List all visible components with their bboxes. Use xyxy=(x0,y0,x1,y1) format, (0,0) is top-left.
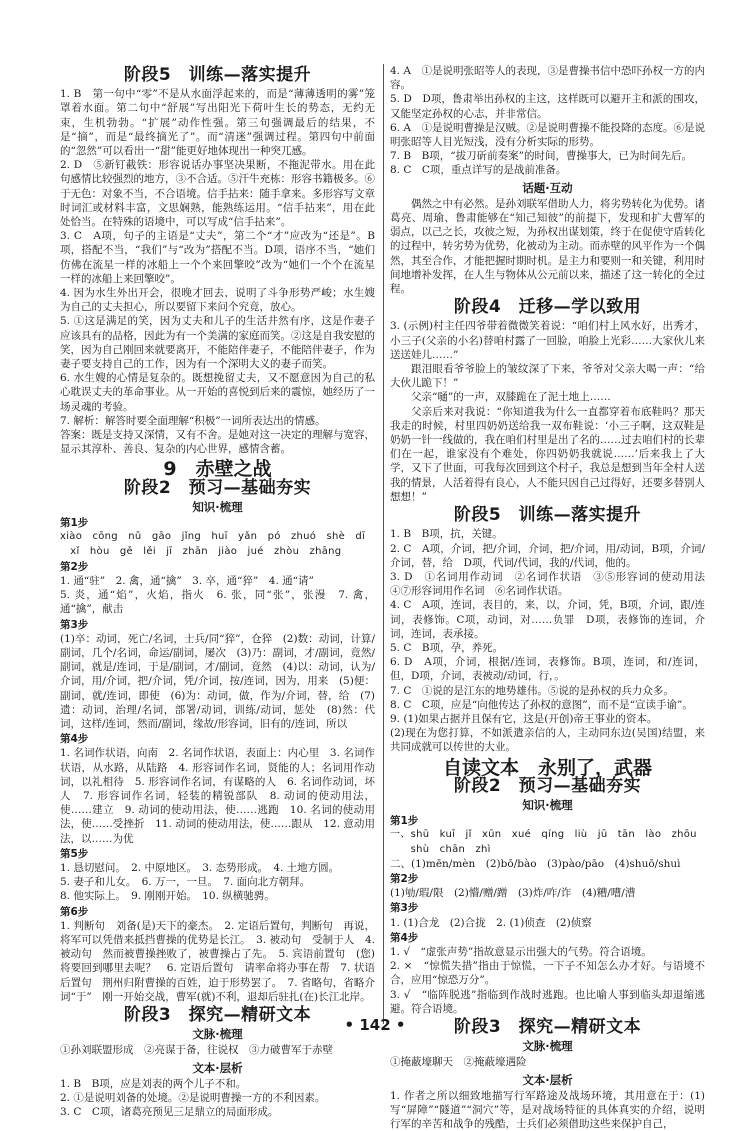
answer-item: 1. B 第一句中“零”不是从水面浮起来的，而是“薄薄透明的雾”笼罩着水面。第二句中“舒展”写出阳光下荷叶生长的势态，无约无束，生机勃勃。“扩展”动作性强。第三句强调最后的结果，不是“摘”，而是“最终摘光了”。而“清迷”强调过程。第四句中前面的“忽然”可以看出一“甜”能更好地体现出一种突兀感。 xyxy=(60,88,375,158)
step-label: 第1步 xyxy=(390,815,419,828)
answer-item: 7. B B项，“拔刀斫前奏案”的时间，曹操事大，已为时间先后。 xyxy=(390,150,693,163)
stage-heading-preview: 阶段2 预习—基础夯实 xyxy=(123,477,312,498)
step-label: 第5步 xyxy=(60,847,89,860)
subheading-knowledge: 知识·梳理 xyxy=(522,797,573,812)
subheading-topic: 话题·互动 xyxy=(522,180,573,195)
pinyin-line: xǐ hòu gě lěi jī zhān jiào jué zhòu zhāng xyxy=(60,545,342,557)
step-label: 第6步 xyxy=(60,905,89,918)
answer-item: 1. 作者之所以细致地描写行军路途及战场环境，其用意在于：(1)写“屏障”“隧道”“洞穴”等，是对战场特征的具体真实的介绍，说明行军的辛苦和战争的残酷，士兵们必须借助这些来保护自己， xyxy=(390,1089,705,1131)
right-column xyxy=(390,64,716,1131)
step-label: 第2步 xyxy=(60,560,89,573)
answer-paragraph: (1)卒：动词，死亡/名词，士兵/同“猝”，仓猝 (2)数：动词，计算/副词，几个/名词，命运/副词，屡次 (3)乃：副词，才/副词，竟然/副词，就是/连词，于是/副词，才/副词，竟然 (4)以：动词，认为/介词，用/介词，把/介词，凭/介词，按/连词，因为，用来 (5)便：副词，就/连词，即使 (6)为：动词，做，作为/介词，替，给 (7)遗：动词，治理/名词，部署/动词，训练/动词，惩处 (8)然：代词，这样/连词，然而/副词，缘故/形容词，旧有的/连词，所以 xyxy=(60,632,375,730)
chapter-title: 自读文本 永别了，武器 xyxy=(442,756,652,779)
answer-item: 7. C ①说的是江东的地势雄伟。⑤说的是孙权的兵力众多。 xyxy=(390,684,674,697)
stage-heading-preview: 阶段2 预习—基础夯实 xyxy=(453,775,642,796)
stage-heading-transfer: 阶段4 迁移—学以致用 xyxy=(453,297,642,318)
stage-heading-explore: 阶段3 探究—精研文本 xyxy=(453,1017,642,1037)
answer-item: 3. √ “临阵脱逃”指临到作战时逃跑。也比喻人事到临头却退缩逃避。符合语境。 xyxy=(390,988,705,1015)
answer-line: 5. 妻子和儿女。 6. 万一，一旦。 7. 面向北方朝拜。 xyxy=(60,876,311,889)
answer-item: (2)现在为您打算，不如派遣亲信的人，主动同东边(吴国)结盟，来共同成就可以传世的大业。 xyxy=(390,727,705,754)
answer-item: 8. C C项，重点详写的是战前准备。 xyxy=(390,164,567,177)
outline-text: ①掩蔽壕聊天 ②掩蔽壕遇险 xyxy=(390,1056,527,1069)
subheading-analysis: 文本·层析 xyxy=(192,1060,243,1075)
answer-paragraph: 1. 判断句 刘备(是)天下的豪杰。 2. 定语后置句，判断句 再说，将军可以凭借来抵挡曹操的优势是长江。 3. 被动句 受制于人 4. 被动句 然而被曹操挫败了，被曹操占了先。 5. 宾语前置句 (您)将要回到哪里去呢？ 6. 定语后置句 请率命将办事在帮 7. 状语后置句 荆州归附曹操的百姓，迫于形势罢了。 7. 省略句，省略介词“于” 刚一开始交战，曹军(就)不利，退却后驻扎(在)长江北岸。 xyxy=(60,919,375,1003)
answer-item: 2. D ⑤新钉截铁：形容说话办事坚决果断，不拖泥带水。用在此句感情比较强烈的地方，③不合适。⑤汗牛充栋：形容书籍极多。⑥于无色：对象不当，不合语境。信手拈来：随手拿来。多形容写文章时词汇或材料丰富，文思娴熟，能熟练运用。“信手拈来”，用在此处恰当。在特殊的语境中，可以写成“信手拈来”。 xyxy=(60,159,375,229)
stage-heading-training: 阶段5 训练—落实提升 xyxy=(123,65,312,85)
step-label: 第4步 xyxy=(60,733,89,746)
step-label: 第1步 xyxy=(60,517,89,530)
answer-item: 6. 水生嫂的心情是复杂的。既想挽留丈夫，又不愿意因为自己的私心耽误丈夫的革命事业。从一开始的喜悦到后来的震惊，她经历了一场灵魂的考验。 xyxy=(60,372,375,413)
answer-item: 1. B B项，应是刘表的两个儿子不和。 xyxy=(60,1077,247,1090)
answer-paragraph: 父亲“嗵”的一声，双膝跪在了泥土地上…… xyxy=(411,391,611,404)
answer-line: 1. 通“驻” 2. 禽，通“擒” 3. 卒，通“猝” 4. 通“请” xyxy=(60,574,314,587)
answer-line: 1. 恳切慰问。 2. 中原地区。 3. 态势形成。 4. 土地方圆。 xyxy=(60,861,340,874)
answer-item: 7. 解析：解答时要全面理解“积极”一词所表达出的情感。 xyxy=(60,414,326,427)
answer-item: 5. C B项，孕，养死。 xyxy=(390,641,504,654)
column-divider xyxy=(383,64,384,1024)
page-number: • 142 • xyxy=(344,1016,406,1034)
answer-item: 2. ①是说明刘备的处境。②是说明曹操一方的不利因素。 xyxy=(60,1092,326,1105)
answer-item: 答案：既是支持又深情，又有不舍。是她对这一决定的理解与宽容，显示其淳朴、善良、复杂的内心世界，感情含蓄。 xyxy=(60,429,375,456)
answer-line: 8. 他实际上。 9. 刚刚开始。 10. 纵横驰骋。 xyxy=(60,890,275,903)
pinyin-line: shù chān zhì xyxy=(390,843,491,855)
subheading-analysis: 文本·层析 xyxy=(522,1072,573,1087)
answer-item: 5. ①这是满足的笑，因为丈夫和儿子的生活井然有序，这是作妻子应该具有的品格，因此为有一个美满的家庭而笑。②这是自我安慰的笑，因为自己刚回来就要离开，不能陪伴妻子，不能陪伴妻子，作为妻子要支持自己的工作，因为有一个深明大义的妻子而笑。 xyxy=(60,315,375,371)
answer-paragraph: 跟泪眼看爷爷脸上的皱纹深了下来，爷爷对父亲大喝一声：“给大伙儿跪下！” xyxy=(390,363,705,390)
step-label: 第2步 xyxy=(390,872,419,885)
pinyin-line: xiào cōng nǔ gāo jǐng huī yǎn pó zhuó shè dī xyxy=(60,531,366,543)
answer-paragraph: 父亲后来对我说：“你知道我为什么一直都穿着布底鞋吗？那天我走的时候，村里四奶奶送给我一双布鞋说：‘小三子啊，这双鞋是奶奶一针一线做的，我在咱们村里是出了名的……过去咱们村的长辈们在一起，谁家没有个难处，你四奶奶我就说……’后来我上了大学，又下了世面，可我每次回到这个村子，我总是想到当年全村人送我的情景，人活着得有良心，人不能只因自己过得好，还要多替别人想想！” xyxy=(390,405,705,503)
subheading-outline: 文脉·梳理 xyxy=(522,1039,573,1054)
answer-line: 5. 炎，通“焰”，火焰，指火 6. 张，同“张”，张漫 7. 禽，通“擒”，献击 xyxy=(60,589,375,616)
pinyin-line: 一、shū kuī jǐ xūn xué qíng liù jū tān lào zhōu xyxy=(390,829,697,841)
subheading-knowledge: 知识·梳理 xyxy=(192,499,243,514)
answer-item: 4. A ①是说明张昭等人的表现，③是曹操书信中恐吓孙权一方的内容。 xyxy=(390,65,705,92)
answer-item: 6. A ①是说明曹操是汉贼。②是说明曹操不能投降的态度。⑥是说明张昭等人目光短浅，没有分析实际的形势。 xyxy=(390,121,705,149)
step-label: 第3步 xyxy=(60,618,89,631)
answer-item: 3. C A项，句子的主语是“丈夫”，第二个“才”应改为“还是”。B项，搭配不当，“我们”与“改为”搭配不当。D项，语序不当，“她们仿佛在流星一样的冰船上一个个来回擎咬”改为“她们一个个在流星一样的冰船上来回擎咬”。 xyxy=(60,230,375,285)
answer-item: 3. D ①名词用作动词 ②名词作状语 ③⑤形容词的使动用法 ④⑦形容词用作名词 ⑥名词作状语。 xyxy=(390,570,716,598)
answer-item: 9. (1)如果占据并且保有它，这是(开创)帝王事业的资本。 xyxy=(390,712,658,725)
chapter-title: 9 赤壁之战 xyxy=(163,458,272,481)
outline-text: ①孙刘联盟形成 ②亮谋于备，往说权 ③力破曹军于赤壁 xyxy=(60,1044,333,1057)
step-label: 第4步 xyxy=(390,931,419,944)
step-label: 第3步 xyxy=(390,902,419,915)
answer-line: 1. (1)合龙 (2)合拢 2. (1)侦查 (2)侦察 xyxy=(390,916,592,929)
subheading-outline: 文脉·梳理 xyxy=(192,1027,243,1042)
answer-item: 2. × “惊慌失措”指由于惊慌，一下子不知怎么办才好。与语境不合，应用“惊恐万分”。 xyxy=(390,960,705,987)
answer-item: 4. C A项，连词，表目的，来，以，介词，凭，B项，介词，跟/连词，表修饰。C项，动词，对……负罪 D项，表修饰的连词，介词，连词，表承接。 xyxy=(390,599,705,640)
answer-item: 4. 因为水生外出开会，很晚才回去，说明了斗争形势严峻；水生嫂为自己的丈夫担心，所以要留下来问个究竟，放心。 xyxy=(60,287,375,314)
answer-item: 3. (示例)村主任四爷带着微微笑着说：“咱们村上风水好，出秀才，小三子(父亲的小名)替咱村露了一回脸，咱脸上光彩……大家伙儿来送送娃儿……” xyxy=(390,320,705,361)
answer-item: 1. √ “虚张声势”指故意显示出强大的气势。符合语境。 xyxy=(390,945,652,958)
answer-item: 8. C C项，应是“向他传达了孙权的意图”，而不是“宣读手谕”。 xyxy=(390,698,693,711)
topic-paragraph: 偶然之中有必然。是孙刘联军借助人力，将劣势转化为优势。诸葛亮、周瑜、鲁肃能够在“知己知彼”的前提下，发现和扩大曹军的弱点，以己之长，攻彼之短，为孙权出谋划策，终于在促使守盾转化的过程中，转劣势为优势，化被动为主动。而赤壁的风平作为一个偶然，其至合作，才能把握时期时机。是主力和要则一和关键，利用时间地增补发挥，在人生与物体从公元前以来，描述了这一转化的全过程。 xyxy=(390,197,705,296)
answer-item: 1. B B项，抗，关键。 xyxy=(390,528,503,541)
answer-line: 二、(1)mēn/mèn (2)bō/bào (3)pào/pāo (4)shuō/shuì xyxy=(390,857,681,870)
answer-item: 2. C A项，介词，把/介词，介词，把/介词，用/动词，B项，介词/介词，替，给 D项，代词/代词，我的/代词，他的。 xyxy=(390,542,705,569)
answer-line: (1)劬/瑕/限 (2)懵/赠/蹭 (3)炸/咋/诈 (4)糟/嘈/漕 xyxy=(390,887,636,900)
answer-paragraph: 1. 名词作状语，向南 2. 名词作状语，表面上：内心里 3. 名词作状语，从水路，从陆路 4. 形容词作名词，贤能的人；名词用作动词，以礼相待 5. 形容词作名词，有谋略的人 6. 名词作动词，坏人 7. 形容词作名词，轻装的精锐部队 8. 动词的使动用法，使……建立 9. 动词的使动用法，使……逃跑 10. 名词的使动用法，使……受挫折 11. 动词的使动用法，使……跟从 12. 意动用法，以……为优 xyxy=(60,747,375,845)
stage-heading-explore: 阶段3 探究—精研文本 xyxy=(123,1005,312,1025)
answer-item: 3. C C项，诸葛亮预见三足鼎立的局面形成。 xyxy=(60,1106,279,1119)
answer-item: 6. D A项，介词，根据/连词，表修饰。B项，连词，和/连词，但，D项，介词，表被动/动词，行，。 xyxy=(390,656,705,683)
answer-item: 5. D D项，鲁肃举出孙权的主这，这样既可以避开主和派的围攻，又能坚定孙权的心志，并非常信。 xyxy=(390,93,705,120)
stage-heading-training: 阶段5 训练—落实提升 xyxy=(453,505,642,526)
left-column xyxy=(60,64,375,1119)
